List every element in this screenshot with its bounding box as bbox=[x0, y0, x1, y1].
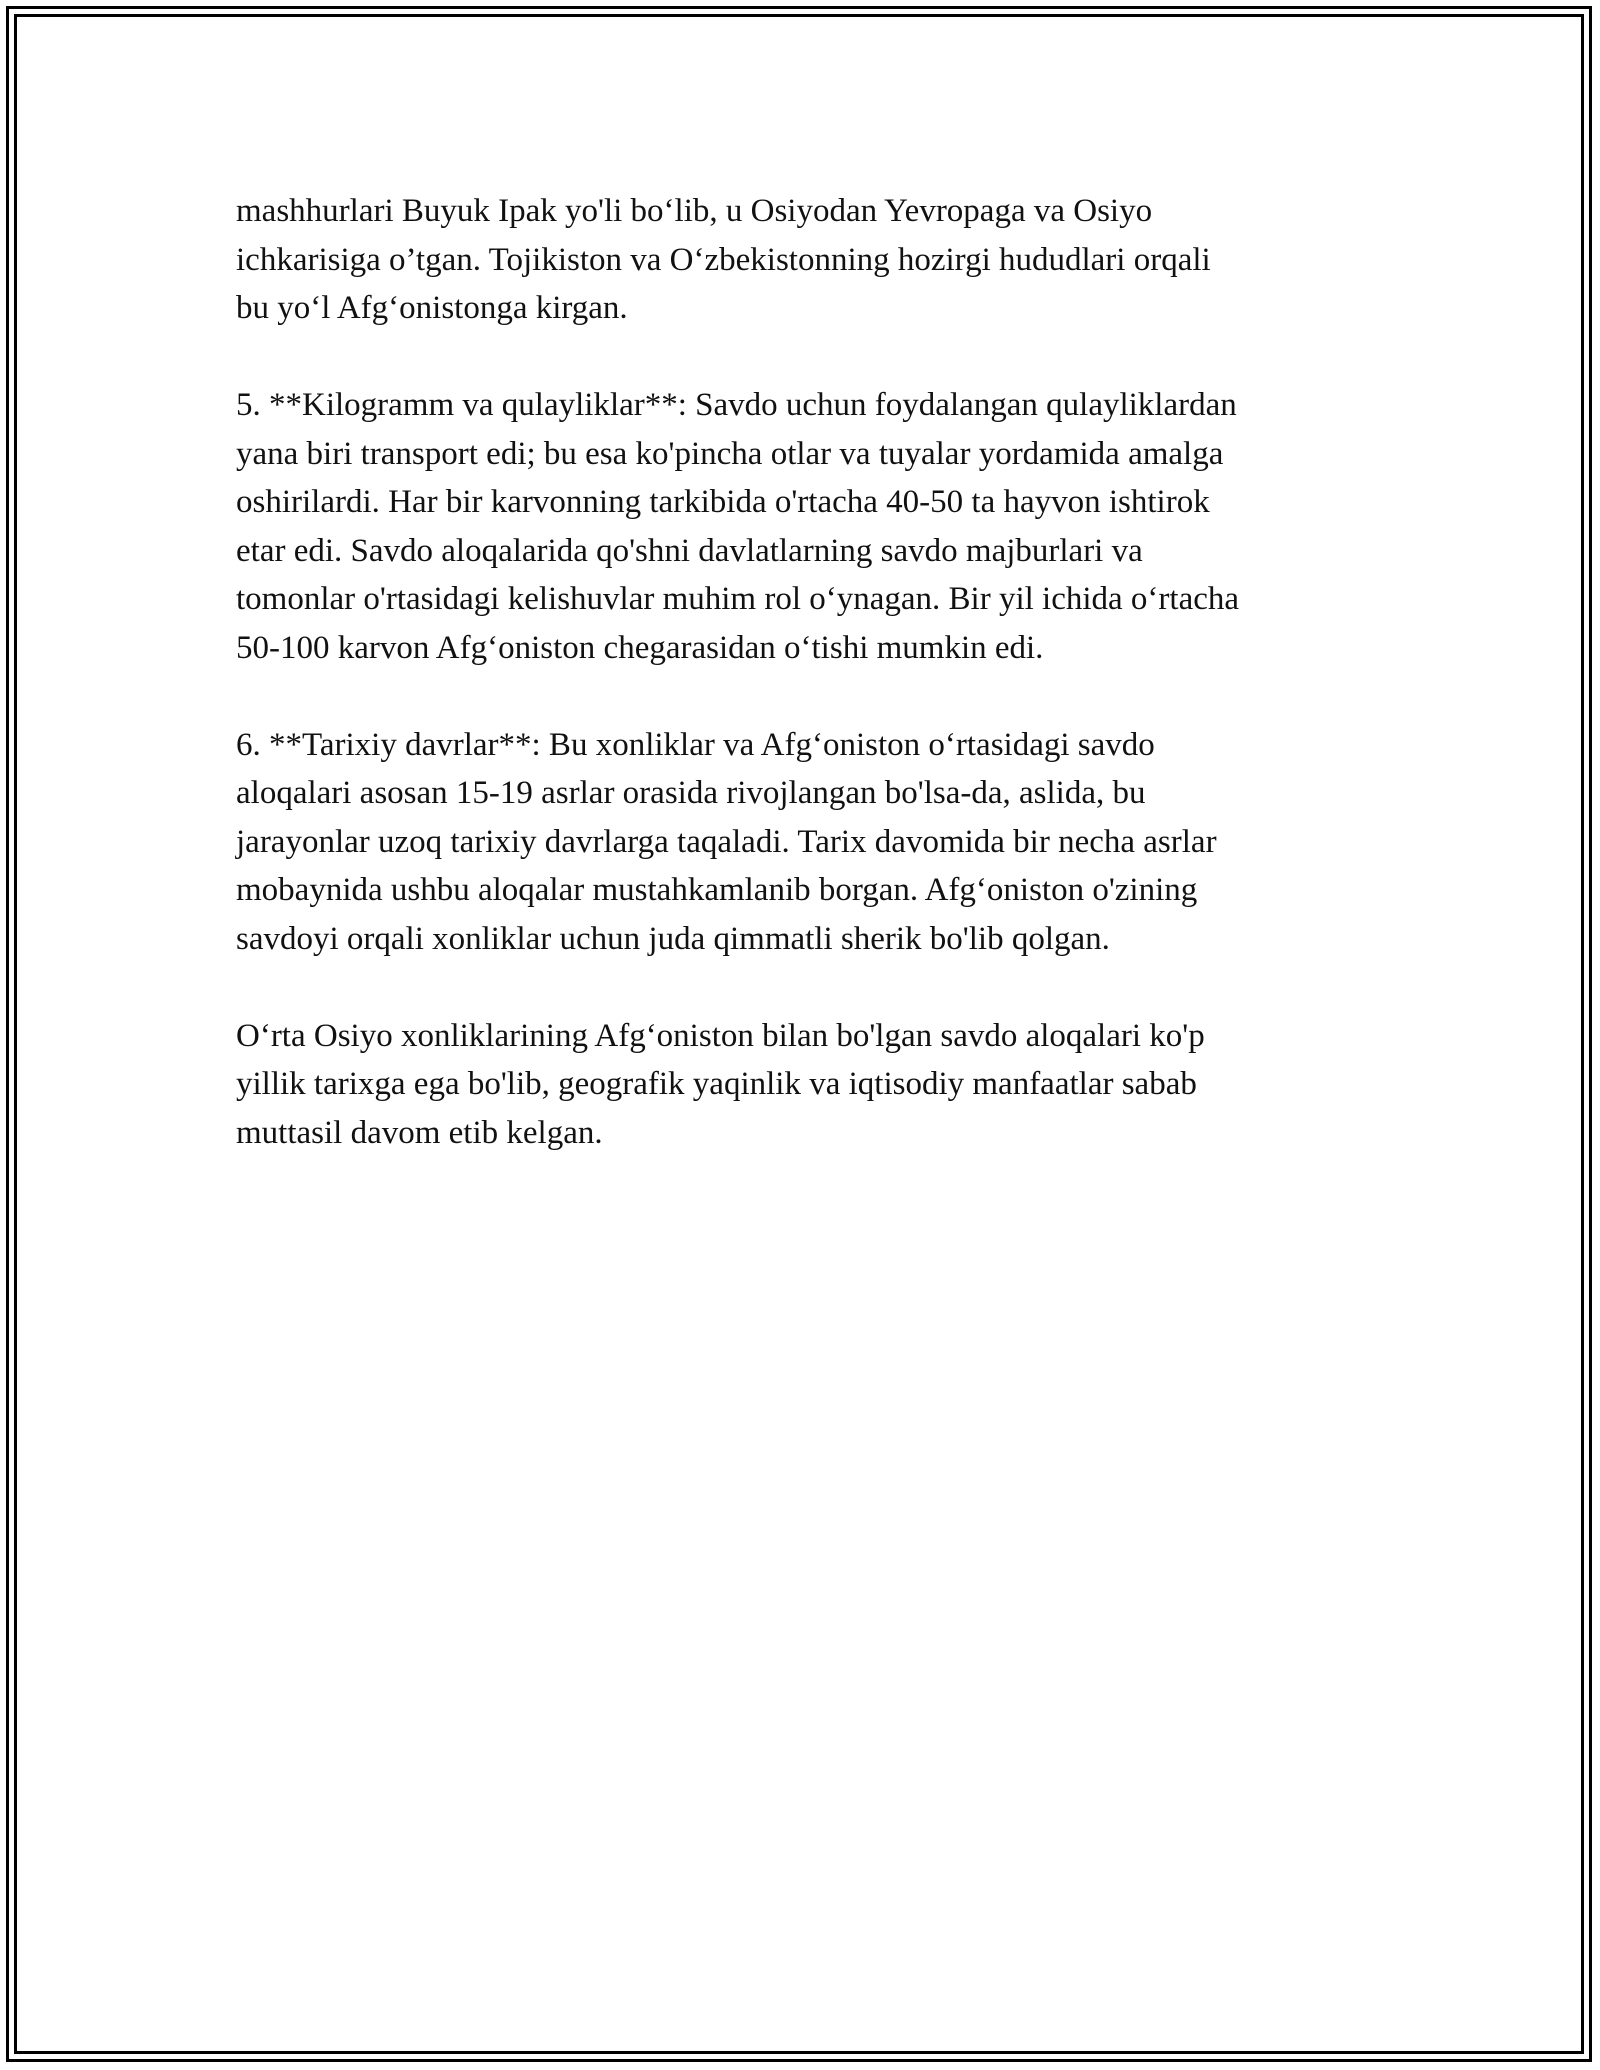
paragraph-historical-periods: 6. **Tarixiy davrlar**: Bu xonliklar va Afg‘oniston o‘rtasidagi savdo aloqalari asosan 15-19 asrlar orasida rivojlangan bo'lsa-da, aslida, bu jarayonlar uzoq tarixiy davrlarga taqaladi. Tarix davomida bir necha asrlar mobaynida ushbu aloqalar mustahkamlanib borgan. Afg‘oniston o'zining savdoyi orqali xonliklar uchun juda qimmatli sherik bo'lib qolgan. bbox=[236, 726, 1217, 957]
paragraph-transport: 5. **Kilogramm va qulayliklar**: Savdo uchun foydalangan qulayliklardan yana biri transport edi; bu esa ko'pincha otlar va tuyalar yordamida amalga oshirilardi. Har bir karvonning tarkibida o'rtacha 40-50 ta hayvon ishtirok etar edi. Savdo aloqalarida qo'shni davlatlarning savdo majburlari va tomonlar o'rtasidagi kelishuvlar muhim rol o‘ynagan. Bir yil ichida o‘rtacha 50-100 karvon Afg‘oniston chegarasidan o‘tishi mumkin edi. bbox=[236, 387, 1240, 666]
document-body bbox=[236, 187, 1366, 1206]
paragraph-conclusion: O‘rta Osiyo xonliklarining Afg‘oniston bilan bo'lgan savdo aloqalari ko'p yillik tarixga ega bo'lib, geografik yaqinlik va iqtisodiy manfaatlar sabab muttasil davom etib kelgan. bbox=[236, 1017, 1205, 1151]
paragraph-silk-road: mashhurlari Buyuk Ipak yo'li bo‘lib, u Osiyodan Yevropaga va Osiyo ichkarisiga o’tgan. Tojikiston va O‘zbekistonning hozirgi hududlari orqali bu yo‘l Afg‘onistonga kirgan. bbox=[236, 193, 1211, 326]
